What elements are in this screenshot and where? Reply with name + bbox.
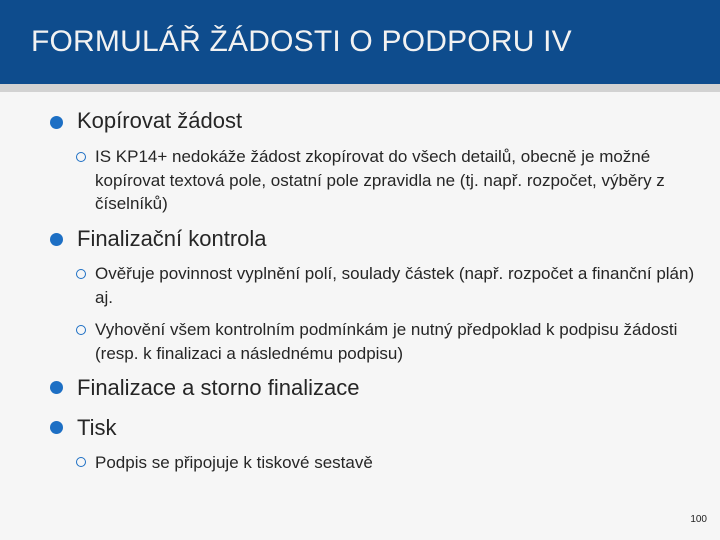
slide-content <box>0 92 720 540</box>
sub-bullet-text: IS KP14+ nedokáže žádost zkopírovat do všech detailů, obecně je možné kopírovat textová pole, ostatní pole zpravidla ne (tj. např. rozpočet, výběry z číselníků) <box>95 147 665 213</box>
sub-bullet-text: Podpis se připojuje k tiskové sestavě <box>95 453 373 472</box>
bullet-finalizacni-kontrola: Finalizační kontrola <box>77 226 267 251</box>
bullet-finalizace-storno: Finalizace a storno finalizace <box>77 375 360 400</box>
bullet-kopirovat: Kopírovat žádost <box>77 108 243 133</box>
bullet-dot-icon <box>50 421 63 434</box>
sub-bullet-text: Vyhovění všem kontrolním podmínkám je nutný předpoklad k podpisu žádosti (resp. k finalizaci a následnému podpisu) <box>95 320 678 363</box>
sub-bullet-circle-icon <box>76 269 86 279</box>
sub-bullet-circle-icon <box>76 325 86 335</box>
page-number: 100 <box>690 514 707 525</box>
bullet-dot-icon <box>50 116 63 129</box>
title-bar <box>0 0 720 84</box>
bullet-dot-icon <box>50 381 63 394</box>
sub-bullet-circle-icon <box>76 457 86 467</box>
slide-title: FORMULÁŘ ŽÁDOSTI O PODPORU IV <box>31 25 572 58</box>
title-divider <box>0 84 720 92</box>
bullet-dot-icon <box>50 233 63 246</box>
sub-bullet-text: Ověřuje povinnost vyplnění polí, soulady částek (např. rozpočet a finanční plán) aj. <box>95 264 695 307</box>
bullet-tisk: Tisk <box>77 415 117 440</box>
sub-bullet-circle-icon <box>76 152 86 162</box>
